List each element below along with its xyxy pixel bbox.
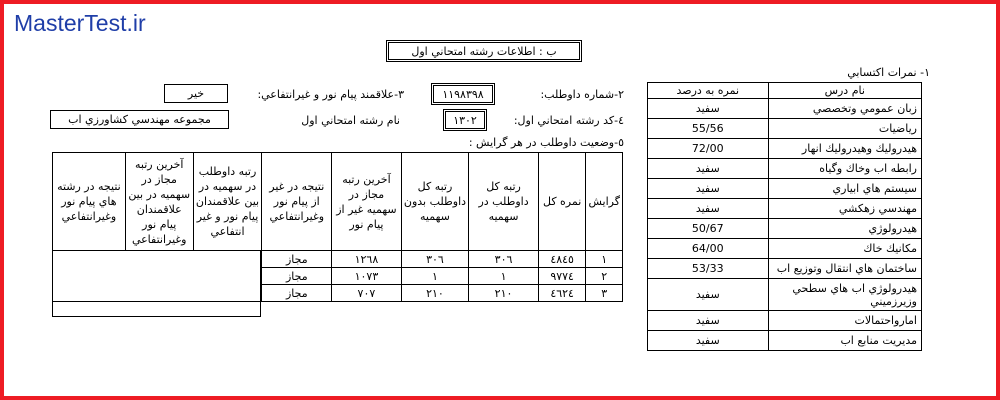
results-header-cell: نمره كل <box>538 153 586 251</box>
applicant-number-value: ١١٩٨٣٩٨ <box>431 83 495 105</box>
course-name: هيدرولوژي اب هاي سطحي وزيرزميني <box>768 279 922 311</box>
results-cell: ١٠٧٣ <box>332 268 401 285</box>
grades-row <box>648 199 922 219</box>
results-blank-area <box>52 251 261 317</box>
major-name-value: مجموعه مهندسي كشاورزي اب <box>50 110 229 129</box>
grade-value: سفيد <box>648 331 769 351</box>
grades-row <box>648 119 922 139</box>
grade-value: 50/67 <box>648 219 769 239</box>
course-name: امارواحتمالات <box>768 311 922 331</box>
grades-row <box>648 279 922 311</box>
grades-row <box>648 219 922 239</box>
major-name-label: نام رشته امتحاني اول <box>301 114 400 127</box>
grades-header-grade: نمره به درصد <box>648 83 769 99</box>
results-cell: ٩٧٧٤ <box>538 268 586 285</box>
results-cell: ٤٦٢٤ <box>538 285 586 302</box>
interest-value: خير <box>164 84 228 103</box>
results-header-cell: نتيجه در رشته هاي پيام نور وغيرانتفاعي <box>53 153 126 251</box>
grades-row <box>648 159 922 179</box>
course-name: مديريت منابع اب <box>768 331 922 351</box>
grade-value: 53/33 <box>648 259 769 279</box>
results-header-cell: آخرين رتبه مجاز در سهميه در بين علاقمندان پيام نور وغيرانتفاعي <box>125 153 193 251</box>
results-cell: ٢١٠ <box>401 285 469 302</box>
results-cell: ١ <box>401 268 469 285</box>
results-header-row <box>53 153 623 251</box>
course-name: مهندسي زهكشي <box>768 199 922 219</box>
results-cell: مجاز <box>262 251 332 268</box>
results-cell: ٣ <box>586 285 623 302</box>
results-cell: ٣٠٦ <box>469 251 539 268</box>
grades-row <box>648 259 922 279</box>
course-name: هيدرولوژي <box>768 219 922 239</box>
results-cell: ٧٠٧ <box>332 285 401 302</box>
grades-header-course: نام درس <box>768 83 922 99</box>
results-header-cell: رتبه كل داوطلب بدون سهميه <box>401 153 469 251</box>
course-name: هيدروليك وهيدروليك انهار <box>768 139 922 159</box>
grades-title: ١- نمرات اكتسابي <box>847 66 930 79</box>
grades-row <box>648 311 922 331</box>
major-code-value: ١٣٠٢ <box>443 109 487 131</box>
grade-value: سفيد <box>648 279 769 311</box>
results-header-cell: رتبه داوطلب در سهميه در بين علاقمندان پيام نور و غير انتفاعي <box>193 153 262 251</box>
applicant-number-label: ٢-شماره داوطلب: <box>540 88 624 101</box>
results-header-cell: رتبه كل داوطلب در سهميه <box>469 153 539 251</box>
grade-value: 72/00 <box>648 139 769 159</box>
results-header-cell: گرايش <box>586 153 623 251</box>
grade-value: 64/00 <box>648 239 769 259</box>
grade-value: سفيد <box>648 159 769 179</box>
results-cell: ١ <box>586 251 623 268</box>
results-cell: ٣٠٦ <box>401 251 469 268</box>
grades-row <box>648 331 922 351</box>
results-cell: مجاز <box>262 268 332 285</box>
interest-label: ٣-علاقمند پيام نور و غيرانتفاعي: <box>257 88 404 101</box>
grade-value: سفيد <box>648 179 769 199</box>
brand-logo-text: MasterTest.ir <box>14 10 146 36</box>
grades-row <box>648 179 922 199</box>
results-cell: ٤٨٤٥ <box>538 251 586 268</box>
grades-row <box>648 239 922 259</box>
results-cell: ١٢٦٨ <box>332 251 401 268</box>
results-cell: ٢ <box>586 268 623 285</box>
results-cell: مجاز <box>262 285 332 302</box>
grade-value: سفيد <box>648 311 769 331</box>
results-cell: ٢١٠ <box>469 285 539 302</box>
grade-value: سفيد <box>648 199 769 219</box>
results-header-cell: آخرين رتبه مجاز در سهميه غير از پيام نور <box>332 153 401 251</box>
grade-value: سفيد <box>648 99 769 119</box>
results-cell: ١ <box>469 268 539 285</box>
results-header-cell: نتيجه در غير از پيام نور وغيرانتفاعي <box>262 153 332 251</box>
course-name: رابطه اب وخاك وگياه <box>768 159 922 179</box>
course-name: مكانيك خاك <box>768 239 922 259</box>
grades-table <box>647 82 922 351</box>
course-name: ساختمان هاي انتقال وتوزيع اب <box>768 259 922 279</box>
grades-header-row <box>648 83 922 99</box>
grade-value: 55/56 <box>648 119 769 139</box>
major-code-label: ٤-كد رشته امتحاني اول: <box>513 114 624 127</box>
grades-row <box>648 99 922 119</box>
section-title: ب : اطلاعات رشته امتحاني اول <box>386 40 582 62</box>
course-name: زبان عمومي وتخصصي <box>768 99 922 119</box>
course-name: رياضيات <box>768 119 922 139</box>
status-label: ٥-وضعيت داوطلب در هر گرايش : <box>468 136 624 149</box>
course-name: سيستم هاي ابياري <box>768 179 922 199</box>
grades-row <box>648 139 922 159</box>
